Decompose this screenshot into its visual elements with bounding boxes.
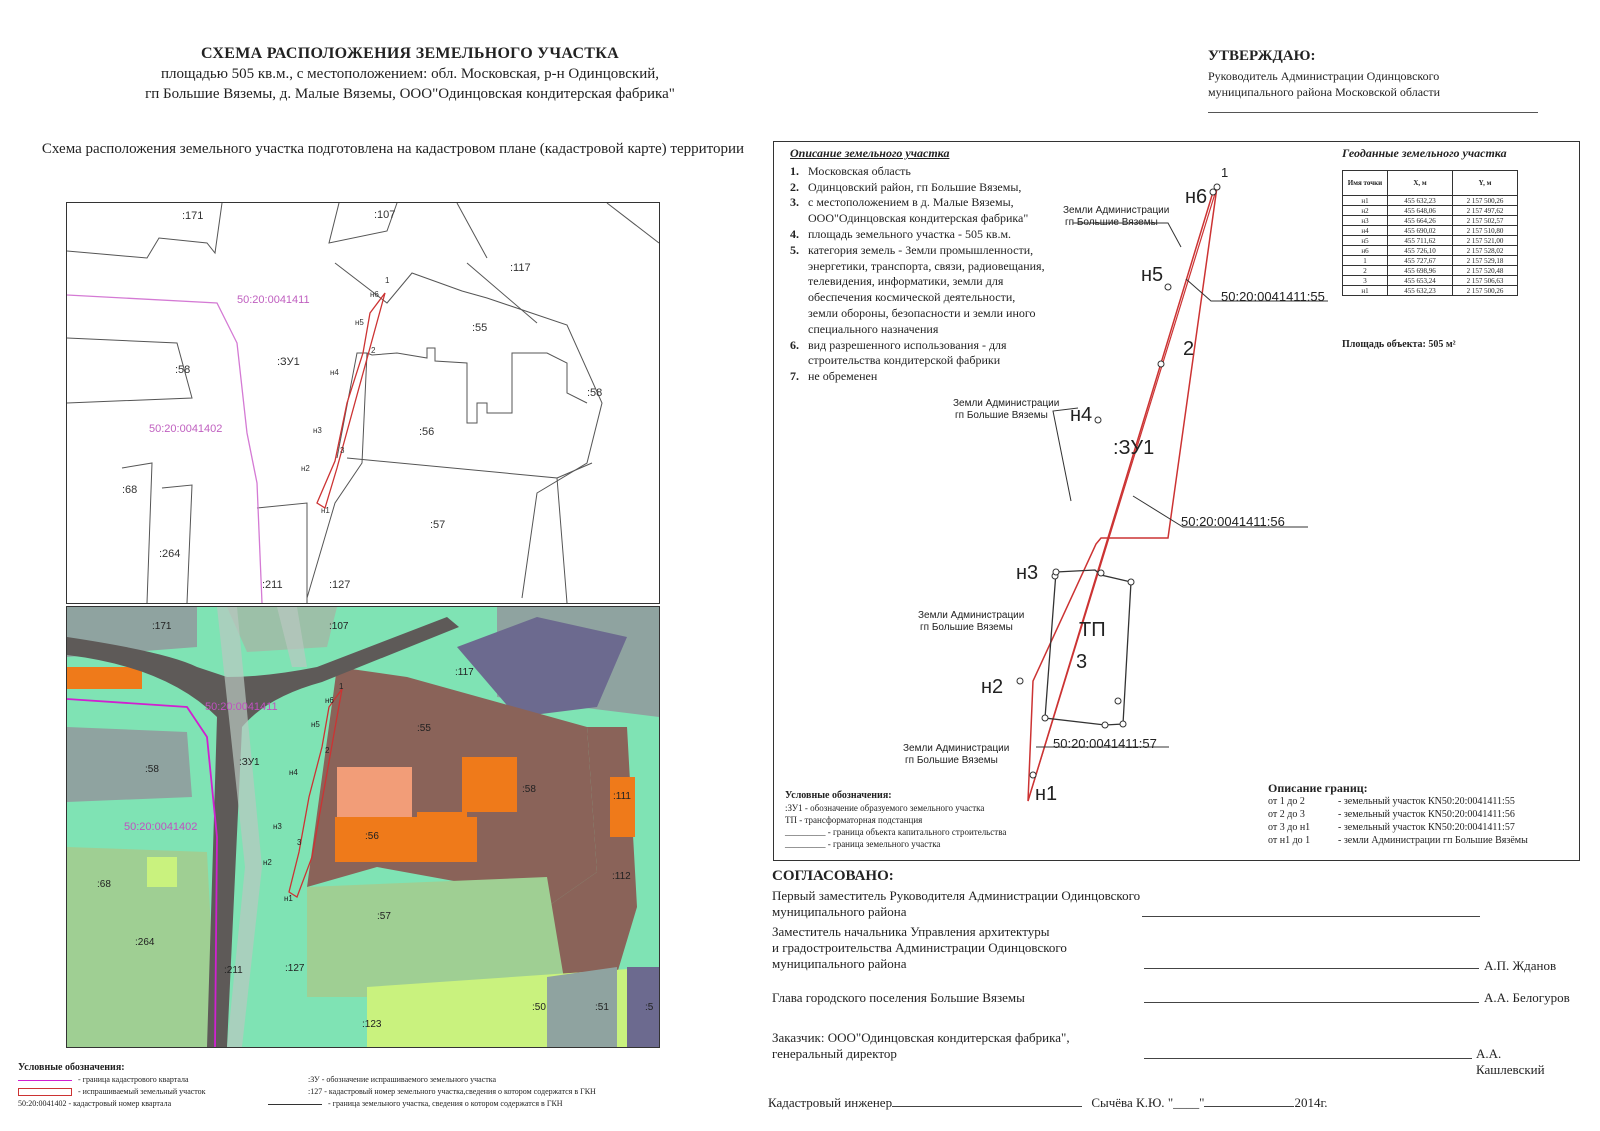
geodata-cell: 2 157 521,00 [1453,236,1518,246]
geodata-cell: 1 [1343,256,1388,266]
map2-parcel-171: :171 [152,621,172,632]
footer-signature-line [892,1106,1082,1107]
parcel-label-127: :127 [329,579,351,591]
description-item-text: земли обороны, безопасности и земли иного [808,305,1036,320]
geodata-heading: Геоданные земельного участка [1342,146,1507,160]
map2-parcel-123: :123 [362,1019,382,1030]
approve-line-2: муниципального района Московской области [1208,85,1441,99]
boundary-to: - земельный участок КN50:20:0041411:56 [1338,809,1515,820]
geodata-cell: 455 698,96 [1388,266,1453,276]
scheme-point-n2: н2 [981,676,1004,698]
agreed-row-2-line-c: муниципального района [772,956,907,971]
scheme-point-2: 2 [1183,338,1195,360]
point-n2: н2 [301,464,310,473]
description-item-text: ООО"Одинцовская кондитерская фабрика" [808,211,1029,226]
signer-kashlevsky: А.А. Кашлевский [1476,1046,1545,1077]
map2-parcel-50: :50 [532,1002,546,1013]
map2-parcel-5: :5 [645,1002,654,1013]
geodata-cell: 3 [1343,276,1388,286]
agreed-row-1-line-a: Первый заместитель Руководителя Администрации Одинцовского [772,888,1141,903]
geodata-cell: н1 [1343,286,1388,296]
scheme-point-n1: н1 [1035,783,1058,805]
scheme-label-zu1: :ЗУ1 [1113,437,1155,459]
geodata-cell: 2 157 510,80 [1453,226,1518,236]
description-heading: Описание земельного участка [790,146,950,160]
scheme-legend [785,790,1085,850]
point-n3: н3 [313,426,322,435]
geodata-cell: 2 157 497,62 [1453,206,1518,216]
legend-quarter-line [18,1080,72,1081]
parcel-scheme-drawing [773,141,1578,859]
scheme-point-n4: н4 [1070,404,1093,426]
legend-quarter-text: - граница кадастрового квартала [78,1075,189,1084]
parcel-label-68: :68 [122,484,138,496]
map2-point-n2: н2 [263,858,272,867]
footer-label: Кадастровый инженер [768,1095,893,1110]
map2-parcel-zu1: :ЗУ1 [239,757,260,768]
adm-label-2a: Земли Администрации [953,398,1060,409]
map2-parcel-55: :55 [417,723,431,734]
map2-quarter-0041402: 50:20:0041402 [124,821,198,833]
agreed-row-4 [772,1030,1572,1077]
scheme-legend-zu1: :ЗУ1 - обозначение образуемого земельного участка [785,803,985,813]
approve-signature-line [1208,100,1538,113]
parcel-label-56: :56 [419,426,435,438]
adm-label-4b: гп Большие Вяземы [905,755,998,766]
signer-belogurov: А.А. Белогуров [1484,990,1570,1005]
adm-label-2b: гп Большие Вяземы [955,410,1048,421]
cadastral-map-top-svg [67,203,659,603]
boundary-to: - земельный участок КN50:20:0041411:57 [1338,822,1515,833]
scheme-legend-tp: ТП - трансформаторная подстанция [785,815,923,825]
map2-parcel-58a: :58 [145,764,159,775]
area-value: Площадь объекта: 505 м² [1342,339,1456,350]
point-n6: н6 [370,290,379,299]
geodata-cell: 2 157 500,26 [1453,196,1518,206]
map2-parcel-117: :117 [455,667,474,678]
cadastral-engineer-footer [768,1095,1328,1111]
quarter-label-0041411: 50:20:0041411 [237,294,310,306]
description-item-text: обеспечения космической деятельности, [808,290,1016,305]
parcel-label-58a: :58 [175,364,191,376]
scheme-point-n3: н3 [1016,562,1039,584]
signature-line-3 [1144,1002,1479,1003]
map2-point-n3: н3 [273,822,282,831]
scheme-point-3: 3 [1076,651,1088,673]
parcel-label-264: :264 [159,548,181,560]
legend-zu-text: :ЗУ - обозначение испрашиваемого земельного участка [308,1075,497,1084]
point-1: 1 [385,276,390,285]
legend-parcel-text: - испрашиваемый земельный участок [78,1087,206,1096]
parcel-label-58b: :58 [587,387,603,399]
geodata-cell: 2 157 502,57 [1453,216,1518,226]
map2-point-1: 1 [339,682,344,691]
geodata-cell: 2 [1343,266,1388,276]
geodata-cell: 2 157 506,63 [1453,276,1518,286]
map2-parcel-127: :127 [285,963,305,974]
description-item-number: 5. [790,242,799,257]
geodata-header-point: Имя точки [1343,171,1388,196]
description-item-text: Московская область [808,163,911,178]
geodata-cell: 455 648,06 [1388,206,1453,216]
adm-label-1a: Земли Администрации [1063,205,1170,216]
footer-day: "____" [1167,1095,1205,1110]
description-item-text: телевидения, информатики, земли для [808,274,1004,289]
footer-month-line [1204,1106,1294,1107]
geodata-cell: 455 632,23 [1388,196,1453,206]
point-n5: н5 [355,318,364,327]
geodata-cell: 455 632,23 [1388,286,1453,296]
parcel-label-57-scheme: 50:20:0041411:57 [1053,736,1157,751]
geodata-header-y: Y, м [1453,171,1518,196]
map2-point-n1: н1 [284,894,293,903]
legend-quarter-code: 50:20:0041402 [18,1099,67,1108]
parcel-label-211: :211 [262,579,283,591]
map2-point-n5: н5 [311,720,320,729]
title-line-1: СХЕМА РАСПОЛОЖЕНИЯ ЗЕМЕЛЬНОГО УЧАСТКА [200,45,620,62]
description-item-number: 2. [790,179,799,194]
geodata-cell: н5 [1343,236,1388,246]
boundary-to: - земельный участок КN50:20:0041411:55 [1338,796,1515,807]
signer-zhdanov: А.П. Жданов [1484,958,1557,973]
description-item-text: вид разрешенного использования - для [808,337,1007,352]
quarter-label-0041402: 50:20:0041402 [149,423,223,435]
legend-boundary-text: - граница земельного участка, сведения о котором содержатся в ГКН [328,1099,563,1108]
scheme-point-1: 1 [1221,165,1229,180]
geodata-cell: н4 [1343,226,1388,236]
map2-parcel-211: :211 [224,965,243,976]
geodata-cell: 455 727,67 [1388,256,1453,266]
boundary-from: от н1 до 1 [1268,835,1311,846]
description-item-number: 4. [790,226,799,241]
signature-line-1 [1142,916,1480,917]
agreed-row-1 [772,888,1572,922]
cadastral-map-bottom-svg [67,607,659,1047]
adm-label-4a: Земли Администрации [903,743,1010,754]
geodata-cell: 455 664,26 [1388,216,1453,226]
description-item-number: 7. [790,369,799,384]
map2-point-3: 3 [297,838,302,847]
map2-point-2: 2 [325,746,330,755]
description-item-text: специального назначения [808,321,939,336]
map2-parcel-264: :264 [135,937,155,948]
geodata-cell: н1 [1343,196,1388,206]
description-item-text: с местоположением в д. Малые Вяземы, [808,195,1014,210]
parcel-label-zu1: :ЗУ1 [277,356,300,368]
parcel-label-171: :171 [182,210,204,222]
agreed-row-2-line-a: Заместитель начальника Управления архитектуры [772,924,1050,939]
title-line-3: гп Большие Вяземы, д. Малые Вяземы, ООО"Одинцовская кондитерская фабрика" [145,86,675,102]
geodata-cell: 2 157 500,26 [1453,286,1518,296]
scheme-legend-heading: Условные обозначения: [785,790,892,801]
point-n1: н1 [321,506,330,515]
document-title [40,44,780,104]
approve-block [1208,48,1568,113]
description-item-number: 6. [790,337,799,352]
scheme-point-n6: н6 [1185,186,1208,208]
agreed-row-4-line-b: генеральный директор [772,1046,897,1061]
footer-name: Сычёва К.Ю. [1091,1095,1165,1110]
geodata-cell: н2 [1343,206,1388,216]
map2-point-n4: н4 [289,768,298,777]
map2-parcel-107: :107 [329,621,349,632]
map2-quarter-0041411: 50:20:0041411 [205,701,278,713]
cadastral-map-bottom [66,606,660,1048]
parcel-label-107: :107 [374,209,396,221]
description-item-text: строительства кондитерской фабрики [808,353,1001,368]
boundary-from: от 1 до 2 [1268,796,1305,807]
cadastral-map-top [66,202,660,604]
adm-label-3b: гп Большие Вяземы [920,622,1013,633]
point-n4: н4 [330,368,339,377]
boundary-list [1268,795,1588,847]
parcel-label-55: :55 [472,322,488,334]
geodata-cell: 455 726,10 [1388,246,1453,256]
scheme-legend-building: _________ - граница объекта капитального строительства [785,827,1007,837]
agreed-block [772,868,1572,1077]
legend-cadastral-text: :127 - кадастровый номер земельного участка,сведения о котором содержатся в ГКН [308,1087,596,1096]
description-item-text: категория земель - Земли промышленности, [808,242,1034,257]
map2-point-n6: н6 [325,696,334,705]
boundary-to: - земли Администрации гп Большие Вязёмы [1338,835,1528,846]
boundary-row [1268,808,1588,821]
map2-parcel-57: :57 [377,911,391,922]
map-legend [18,1062,718,1110]
geodata-cell: 455 653,24 [1388,276,1453,286]
geodata-cell: 2 157 528,02 [1453,246,1518,256]
agreed-row-3-line-a: Глава городского поселения Большие Вяземы [772,990,1025,1005]
map2-parcel-68: :68 [97,879,111,890]
map2-parcel-51: :51 [595,1002,609,1013]
geodata-cell: н6 [1343,246,1388,256]
description-item-text: энергетики, транспорта, связи, радиовещания, [808,258,1045,273]
legend-quarter-code-text: - кадастровый номер квартала [68,1099,172,1108]
adm-label-3a: Земли Администрации [918,610,1025,621]
parcel-label-55-scheme: 50:20:0041411:55 [1221,289,1325,304]
point-3: 3 [340,446,345,455]
agreed-row-3 [772,990,1572,1026]
geodata-header-x: X, м [1388,171,1453,196]
legend-boundary-line [268,1104,322,1105]
footer-year: 2014г. [1294,1095,1328,1110]
point-2: 2 [371,346,376,355]
map2-parcel-112: :112 [612,871,631,882]
description-item-text: не обременен [808,369,878,384]
boundary-row [1268,795,1588,808]
geodata-cell: 2 157 520,48 [1453,266,1518,276]
scheme-point-n5: н5 [1141,264,1164,286]
boundary-row [1268,821,1588,834]
map-legend-heading: Условные обозначения: [18,1062,125,1073]
scheme-label-tp: ТП [1079,619,1106,641]
description-item-text: Одинцовский район, гп Большие Вяземы, [808,179,1022,194]
approve-heading: УТВЕРЖДАЮ: [1208,48,1316,64]
map2-parcel-111: :111 [613,791,631,802]
description-item-text: площадь земельного участка - 505 кв.м. [808,226,1012,241]
boundary-heading: Описание границ: [1268,781,1368,795]
boundary-from: от 3 до н1 [1268,822,1311,833]
parcel-label-56-scheme: 50:20:0041411:56 [1181,514,1285,529]
parcel-label-117: :117 [510,262,531,274]
boundary-description [1268,782,1588,847]
map2-parcel-58b: :58 [522,784,536,795]
legend-parcel-box [18,1088,72,1096]
signature-line-4 [1144,1058,1472,1059]
agreed-row-4-line-a: Заказчик: ООО"Одинцовская кондитерская фабрика", [772,1030,1070,1045]
scheme-legend-parcel: _________ - граница земельного участка [785,839,941,849]
description-item-number: 1. [790,163,799,178]
geodata-cell: 2 157 529,18 [1453,256,1518,266]
agreed-heading: СОГЛАСОВАНО: [772,868,894,884]
agreed-row-2-line-b: и градостроительства Администрации Одинцовского [772,940,1067,955]
map2-parcel-56: :56 [365,831,379,842]
parcel-label-57: :57 [430,519,446,531]
boundary-row [1268,834,1588,847]
description-item-number: 3. [790,195,799,210]
agreed-row-1-line-b: муниципального района [772,904,907,919]
geodata-cell: 455 711,62 [1388,236,1453,246]
scheme-subtitle: Схема расположения земельного участка подготовлена на кадастровом плане (кадастровой карте) территории [41,141,745,157]
adm-label-1b: гп Большие Вяземы [1065,217,1158,228]
approve-line-1: Руководитель Администрации Одинцовского [1208,69,1440,83]
agreed-row-2 [772,924,1572,982]
geodata-cell: н3 [1343,216,1388,226]
boundary-from: от 2 до 3 [1268,809,1305,820]
title-line-2: площадью 505 кв.м., с местоположением: обл. Московская, р-н Одинцовский, [161,66,659,82]
geodata-cell: 455 690,02 [1388,226,1453,236]
signature-line-2 [1144,968,1479,969]
